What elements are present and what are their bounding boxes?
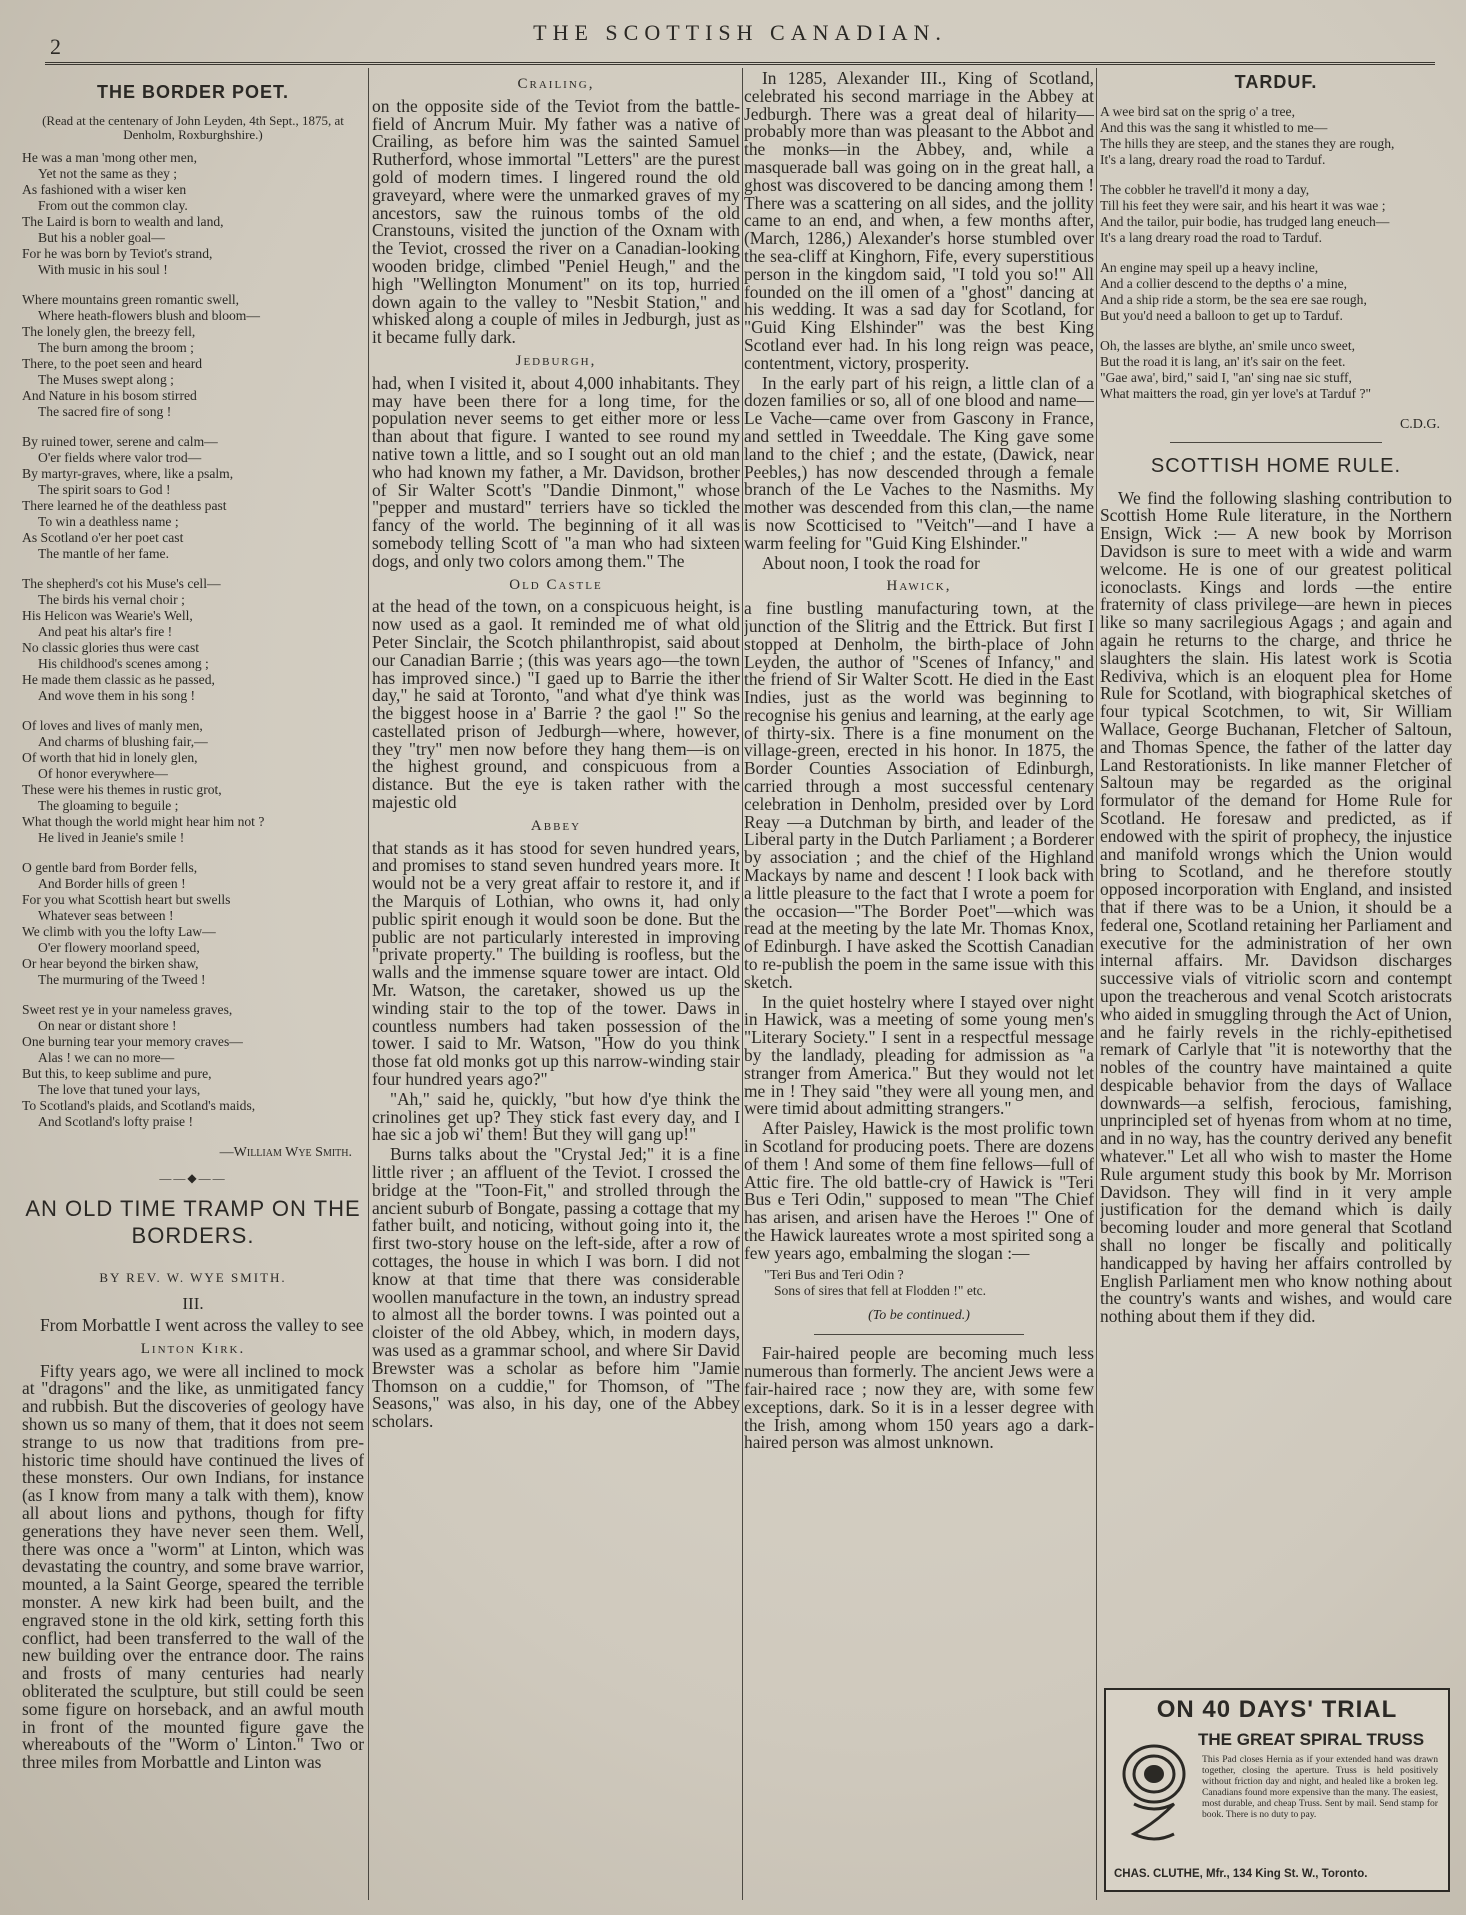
poem-line: The birds his vernal choir ; — [38, 591, 185, 607]
tramp-byline: BY REV. W. WYE SMITH. — [99, 1270, 287, 1286]
ad-subhead: THE GREAT SPIRAL TRUSS — [1198, 1730, 1425, 1749]
poem-line: And the tailor, puir bodie, has trudged lang eneuch— — [1100, 213, 1390, 229]
column-4 — [1100, 70, 1452, 1900]
paragraph-hawick-2: In the quiet hostelry where I stayed over night in Hawick, was a meeting of some young men's "Literary Society." I sent in a respectful message by the landlady, pleading for admission as "a stranger from America." But they would not let me in ! They said "they were all young men, and were timid about admitting strangers." — [744, 991, 1094, 1119]
poem-line: But the road it is lang, an' it's sair on the feet. — [1100, 353, 1346, 369]
poem-line: And this was the sang it whistled to me— — [1100, 119, 1328, 135]
column-rule — [1096, 68, 1097, 1900]
stanza — [1100, 182, 1452, 246]
poem-line: Where mountains green romantic swell, — [22, 291, 240, 307]
poem-line: And Nature in his bosom stirred — [22, 387, 197, 403]
poem-line: We climb with you the lofty Law— — [22, 923, 216, 939]
poem-line: The Muses swept along ; — [38, 371, 174, 387]
paragraph-hawick-1: a fine bustling manufacturing town, at the junction of the Slitrig and the Ettrick. But first I stopped at Denholm, the birth-place of John Leyden, the author of "Scenes of Infancy," and the friend of Sir Walter Scott. He died in the East Indies, just as the world was beginning to recognise his genius and learning, at the early age of thirty-six. There is a fine monument on the village-green, erected in his honor. In 1875, the Border Counties Association of Edinburgh, carried through a most successful centenary celebration in Denholm, presided over by Lord Reay —a Dutchman by birth, and leader of the Liberal party in the Dutch Parliament ; a Borderer by association ; and the chief of the Highland Mackays by name and descent ! I look back with a little pleasure to the fact that I wrote a poem for the occasion—"The Border Poet"—which was read at the meeting by the late Mr. Thomas Knox, of Edinburgh. I have asked the Scottish Canadian to re-publish the poem in the same issue with this sketch. — [744, 598, 1094, 992]
poem-line: Alas ! we can no more— — [38, 1049, 175, 1065]
poem-line: These were his themes in rustic grot, — [22, 781, 222, 797]
divider — [1170, 442, 1381, 443]
paragraph-hawick-3: After Paisley, Hawick is the most prolific town in Scotland for producing poets. There are dozens of them ! And some of them fine fellows—full of Attic fire. The old battle-cry of Hawick is "Teri Bus e Teri Odin," supposed to mean "The Chief has arisen, and arisen have the Heroes !" One of the Hawick laureates wrote a most spirited song a few years ago, embalming the slogan :— — [744, 1118, 1094, 1263]
poem-line: He made them classic as he passed, — [22, 671, 215, 687]
poem-line: The gloaming to beguile ; — [38, 797, 179, 813]
poem-line: The love that tuned your lays, — [38, 1081, 201, 1097]
paragraph-castle: at the head of the town, on a conspicuous height, is now used as a gaol. It reminded me of what old Peter Sinclair, the Scotch philanthropist, said about our Canadian Barrie ; (this was years ago—the town has improved since.) "I gaed up to Barrie the ither day," he said at Toronto, "and what d'ye think was the biggest hoose in a' Barrie ? the gaol !" So the castellated prison of Jedburgh—where, however, they "try" men now before they hang them—is on the highest ground, and conspicuous from a distance. But the eye is taken rather with the majestic old — [372, 596, 740, 813]
poem-line: A wee bird sat on the sprig o' a tree, — [1100, 103, 1295, 119]
subhead-abbey: Abbey — [530, 817, 582, 834]
quote-line: "Teri Bus and Teri Odin ? — [764, 1266, 904, 1282]
paragraph-noon: About noon, I took the road for — [762, 552, 980, 573]
poem-line: Or hear beyond the birken shaw, — [22, 955, 199, 971]
poem-line: And a collier descend to the depths o' a mine, — [1100, 275, 1348, 291]
poem-line: As Scotland o'er her poet cast — [22, 529, 184, 545]
poem-line: O'er fields where valor trod— — [38, 449, 202, 465]
poem-line: "Gae awa', bird," said I, "an' sing nae sic stuff, — [1100, 369, 1352, 385]
poem-line: The murmuring of the Tweed ! — [38, 971, 206, 987]
poem-line: And Scotland's lofty praise ! — [38, 1113, 193, 1129]
poem-line: And a ship ride a storm, be the sea ere sae rough, — [1100, 291, 1367, 307]
subhead-linton-kirk: Linton Kirk. — [140, 1340, 246, 1357]
poem-line: Oh, the lasses are blythe, an' smile unco sweet, — [1100, 337, 1355, 353]
poem-line: To win a deathless name ; — [38, 513, 179, 529]
subhead-old-castle: Old Castle — [509, 576, 603, 593]
ad-footer: CHAS. CLUTHE, Mfr., 134 King St. W., Toronto. — [1114, 1868, 1368, 1880]
poem-line: The spirit soars to God ! — [38, 481, 171, 497]
poem-line: From out the common clay. — [38, 197, 188, 213]
paper-title: THE SCOTTISH CANADIAN. — [533, 20, 947, 45]
paragraph-abbey-5: In the early part of his reign, a little clan of a dozen families or so, all of one blood and name—Le Vache—came over from Gascony in France, and settled in Tweeddale. The King gave some land to the chief ; and the estate, (Dawick, near Peebles,) has now descended through a female branch of the Le Vaches to the Nasmiths. My mother was descended from this clan,—the name is now Scotticised to "Veitch"—and I have a warm feeling for "Guid King Elshinder." — [744, 372, 1094, 553]
poem-line: Whatever seas between ! — [38, 907, 174, 923]
border-poet-title: THE BORDER POET. — [96, 82, 290, 102]
poem-line: By ruined tower, serene and calm— — [22, 433, 218, 449]
tarduf-poem — [1100, 104, 1452, 402]
poem-line: But this, to keep sublime and pure, — [22, 1065, 212, 1081]
home-rule-headline: SCOTTISH HOME RULE. — [1150, 454, 1402, 477]
poem-line: O'er flowery moorland speed, — [38, 939, 200, 955]
stanza — [22, 434, 364, 562]
poem-line: With music in his soul ! — [38, 261, 168, 277]
poem-line: To Scotland's plaids, and Scotland's maids, — [22, 1097, 256, 1113]
stanza — [22, 1002, 364, 1130]
poem-line: The hills they are steep, and the stanes they are rough, — [1100, 135, 1395, 151]
poem-line: For you what Scottish heart but swells — [22, 891, 231, 907]
poem-line: He was a man 'mong other men, — [22, 149, 197, 165]
page-number: 2 — [50, 34, 61, 59]
column-rule — [368, 68, 369, 1900]
stanza — [22, 576, 364, 704]
poem-line: And peat his altar's fire ! — [38, 623, 173, 639]
tarduf-signature: C.D.G. — [1399, 416, 1440, 432]
border-poet-poem — [22, 150, 364, 1130]
paragraph-fair-haired: Fair-haired people are becoming much less numerous than formerly. The ancient Jews were a fair-haired race ; now they are, with some few exceptions, dark. So it is in a lesser degree with the Irish, among whom 150 years ago a dark-haired person was almost unknown. — [744, 1343, 1094, 1453]
poem-line: By martyr-graves, where, like a psalm, — [22, 465, 234, 481]
poem-line: There learned he of the deathless past — [22, 497, 227, 513]
paragraph-abbey-3: Burns talks about the "Crystal Jed;" it is a fine little river ; an affluent of the Teviot. I crossed the bridge at the "Toon-Fit," and strolled through the ancient suburb of Bongate, passing a cottage that my father built, and noticing, without going into it, the first two-story house on the left-side, after a row of cottages, the house in which I was born. I did not know at that time that there was considerable woollen manufacture in the town, an industry spread to almost all the border towns. I was pointed out a cloister of the old Abbey, which, in modern days, was used as a grammar school, and where Sir David Brewster was a scholar as before him "Jamie Thomson on a cuddie," for Thomson, of "The Seasons," was also, in his day, one of the Abbey scholars. — [372, 1144, 740, 1432]
paragraph-abbey-1: that stands as it has stood for seven hundred years, and promises to stand seven hundred years more. It would not be a very great affair to restore it, and if the Marquis of Lothian, who owns it, had only public spirit enough it would soon be done. But the public are not particularly interested in improving "private property." The building is roofless, but the walls and the immense square tower are intact. Old Mr. Watson, the caretaker, showed us up the winding stair to the top of the tower. Daws in countless numbers had taken possession of the tower. I said to Mr. Watson, "How do you think those fat old monks got up this narrow-winding stair four hundred years ago?" — [372, 837, 740, 1090]
poem-line: He lived in Jeanie's smile ! — [38, 829, 185, 845]
poem-line: The sacred fire of song ! — [38, 403, 172, 419]
poem-line: For he was born by Teviot's strand, — [22, 245, 213, 261]
poem-line: Till his feet they were sair, and his heart it was wae ; — [1100, 197, 1386, 213]
poem-line: Sweet rest ye in your nameless graves, — [22, 1001, 233, 1017]
poem-line: And charms of blushing fair,— — [38, 733, 208, 749]
stanza — [22, 292, 364, 420]
stanza — [22, 150, 364, 278]
poem-line: No classic glories thus were cast — [22, 639, 200, 655]
poem-line: But his a nobler goal— — [38, 229, 165, 245]
tarduf-title: TARDUF. — [1234, 72, 1318, 92]
poem-line: And wove them in his song ! — [38, 687, 196, 703]
poem-line: On near or distant shore ! — [38, 1017, 177, 1033]
column-3 — [744, 70, 1094, 1900]
poem-line: The mantle of her fame. — [38, 545, 169, 561]
to-be-continued: (To be continued.) — [868, 1307, 970, 1323]
column-rule — [742, 68, 743, 1900]
poem-line: It's a lang, dreary road the road to Tarduf. — [1100, 151, 1326, 167]
poem-line: His childhood's scenes among ; — [38, 655, 209, 671]
poem-line: But you'd need a balloon to get up to Tarduf. — [1100, 307, 1343, 323]
stanza — [22, 718, 364, 846]
stanza — [1100, 104, 1452, 168]
poem-line: Yet not the same as they ; — [38, 165, 178, 181]
column-1 — [22, 70, 364, 1900]
poem-line: Of worth that hid in lonely glen, — [22, 749, 198, 765]
poem-line: The Laird is born to wealth and land, — [22, 213, 224, 229]
poem-line: O gentle bard from Border fells, — [22, 859, 198, 875]
ad-headline: ON 40 DAYS' TRIAL — [1156, 1696, 1398, 1723]
poem-line: His Helicon was Wearie's Well, — [22, 607, 193, 623]
paragraph-abbey-2: "Ah," said he, quickly, "but how d'ye think the crinolines get up? They stick fast every day, and I hae sic a job wi' them! But they will gang up!" — [372, 1088, 740, 1145]
masthead — [45, 18, 1435, 65]
subhead-jedburgh: Jedburgh, — [515, 352, 597, 369]
truss-advertisement — [1104, 1688, 1450, 1892]
paragraph-linton: Fifty years ago, we were all inclined to mock at "dragons" and the like, as unmitigated fancy and rubbish. But the discoveries of geology have shown us so many of them, that it does not seem strange to us now that traditions from pre-historic time should have continued the lives of these monsters. Our own Indians, for instance (as I know from many a talk with them), know all about lions and pythons, though for fifty generations they have never seen them. Well, there was once a "worm" at Linton, which was devastating the country, and some brave warrior, mounted, a la Saint George, speared the terrible monster. A new kirk had been built, and the engraved stone in the old kirk, setting forth this conflict, had been transferred to the wall of the new building over the entrance door. The rains and frosts of many centuries had nearly obliterated the sculpture, but still could be seen some figure on horseback, and an awful mouth in front of the mounted figure gave the whereabouts of the "Worm o' Linton." Two or three miles from Morbattle and Linton was — [22, 1360, 364, 1773]
ad-body: This Pad closes Hernia as if your extended hand was drawn together, closing the aperture. Truss is held positively without friction day and night, and healed like a broken leg. Canadians found more expensive than the many. The easiest, most durable, and cheap Truss. Sent by mail. Send stamp for book. There is no duty to pay. — [1202, 1754, 1438, 1820]
tramp-part-number: III. — [182, 1294, 204, 1314]
stanza — [1100, 338, 1452, 402]
border-poet-signature: —William Wye Smith. — [219, 1144, 352, 1160]
tramp-intro: From Morbattle I went across the valley to see — [40, 1314, 364, 1335]
spiral-truss-icon — [1114, 1734, 1194, 1854]
poem-line: Of honor everywhere— — [38, 765, 168, 781]
stanza — [22, 860, 364, 988]
stanza — [1100, 260, 1452, 324]
quote-line: Sons of sires that fell at Flodden !" etc. — [774, 1282, 987, 1298]
poem-line: What maitters the road, gin yer love's at Tarduf ?" — [1100, 385, 1372, 401]
border-poet-note: (Read at the centenary of John Leyden, 4th Sept., 1875, at Denholm, Roxburghshire.) — [42, 112, 344, 142]
poem-line: The burn among the broom ; — [38, 339, 194, 355]
poem-line: What though the world might hear him not ? — [22, 813, 265, 829]
paragraph-jedburgh: had, when I visited it, about 4,000 inhabitants. They may have been there for a long time, for the population never seems to get either more or less than about that figure. I wanted to see round my native town a little, and so I sought out an old man who had known my father, a Mr. Davidson, brother of Sir Walter Scott's "Dandie Dinmont," whose "pepper and mustard" terriers have so tickled the fancy of the world. The beginning of it all was somebody telling Scott of "a man who had sixteen dogs, and only two colors among them." The — [372, 372, 740, 571]
slogan-quote — [764, 1267, 1094, 1299]
subhead-hawick: Hawick, — [886, 578, 952, 595]
poem-line: The shepherd's cot his Muse's cell— — [22, 575, 221, 591]
poem-line: The lonely glen, the breezy fell, — [22, 323, 196, 339]
subhead-crailing: Crailing, — [517, 76, 595, 92]
paragraph-abbey-4: In 1285, Alexander III., King of Scotland, celebrated his second marriage in the Abbey at Jedburgh. There was a great deal of hilarity—probably more than was pleasant to the Abbot and the monks—in the Abbey, and, while a masquerade ball was going on in the great hall, a ghost was discovered to be dancing among them ! There was a scattering on all sides, and the jollity came to an end, and when, a few months after, (March, 1286,) Alexander's horse stumbled over the sea-cliff at Kinghorn, Fife, every superstitious person in the kingdom said, "I told you so!" All founded on the ill omen of a "ghost" dancing at his wedding. It was a sad day for Scotland, for "Guid King Elshinder" was the best King Scotland ever had. In his long reign was peace, contentment, victory, prosperity. — [744, 70, 1094, 373]
ornament-divider: ——◆—— — [159, 1170, 227, 1185]
poem-line: The cobbler he travell'd it mony a day, — [1100, 181, 1310, 197]
poem-line: As fashioned with a wiser ken — [22, 181, 187, 197]
poem-line: An engine may speil up a heavy incline, — [1100, 259, 1319, 275]
poem-line: It's a lang dreary road the road to Tarduf. — [1100, 229, 1323, 245]
poem-line: There, to the poet seen and heard — [22, 355, 203, 371]
poem-line: Where heath-flowers blush and bloom— — [38, 307, 260, 323]
paragraph-crailing: on the opposite side of the Teviot from the battle-field of Ancrum Muir. My father was a native of Crailing, as before him was the sainted Samuel Rutherford, whose immortal "Letters" are the purest gold of modern times. I lingered round the old graveyard, where were the unmarked graves of my ancestors, saw the ruinous tombs of the old Cranstouns, visited the junction of the Oxnam with the Teviot, crossed the river on a Canadian-looking wooden bridge, climbed "Peniel Heugh," and the high "Wellington Monument" on its top, hurried down again to the valley to "Nesbit Station," and whisked along a couple of miles in Jedburgh, just as it became fully dark. — [372, 95, 740, 348]
poem-line: One burning tear your memory craves— — [22, 1033, 243, 1049]
poem-line: Of loves and lives of manly men, — [22, 717, 203, 733]
divider — [814, 1334, 1024, 1335]
paragraph-home-rule: We find the following slashing contribution to Scottish Home Rule literature, in the Northern Ensign, Wick :— A new book by Morrison Davidson is sure to meet with a wide and warm welcome. He is one of our greatest political iconoclasts. Kings and lords —the entire fraternity of class privilege—are hewn in pieces like so many sacrilegious Agags ; and again and again he returns to the charge, and thrice he slaughters the slain. His latest work is Scotia Rediviva, which is an eloquent plea for Home Rule for Scotland, with biographical sketches of four typical Scotchmen, to wit, Sir William Wallace, George Buchanan, Fletcher of Saltoun, and Thomas Spence, the father of the latter day Land Restorationists. In like manner Fletcher of Saltoun may be regarded as the original formulator of the demand for Home Rule for Scotland. He foresaw and predicted, as if endowed with the spirit of prophecy, the injustice and manifold wrongs which the Union would bring to Scotland, and he therefore stoutly opposed incorporation with England, and insisted that if there was to be a Union, it should be a federal one, Scotland retaining her Parliament and executive for the administration of her own internal affairs. Mr. Davidson discharges successive vials of vitriolic scorn and contempt upon the treacherous and venal Scotch aristocrats who aided in smuggling through the Act of Union, and he fairly revels in the richly-epithetised remark of Carlyle that "it is noteworthy that the nobles of the country have maintained a quite despicable behavior from the days of Wallace downwards—a selfish, ferocious, famishing, unprincipled set of hyenas from whom at no time, and in no way, has the country derived any benefit whatever." Let all who wish to master the Home Rule argument study this book by Mr. Morrison Davidson. They will find in it very ample justification for the demand which is daily becoming louder and more general that Scotland shall no longer be fiscally and politically handicapped by having her affairs controlled by English Parliament men who know nothing about the country's wants and wishes, and would care nothing about them if they did. — [1100, 487, 1452, 1327]
column-2 — [372, 70, 740, 1900]
poem-line: And Border hills of green ! — [38, 875, 186, 891]
tramp-headline: AN OLD TIME TRAMP ON THE BORDERS. — [25, 1196, 361, 1249]
